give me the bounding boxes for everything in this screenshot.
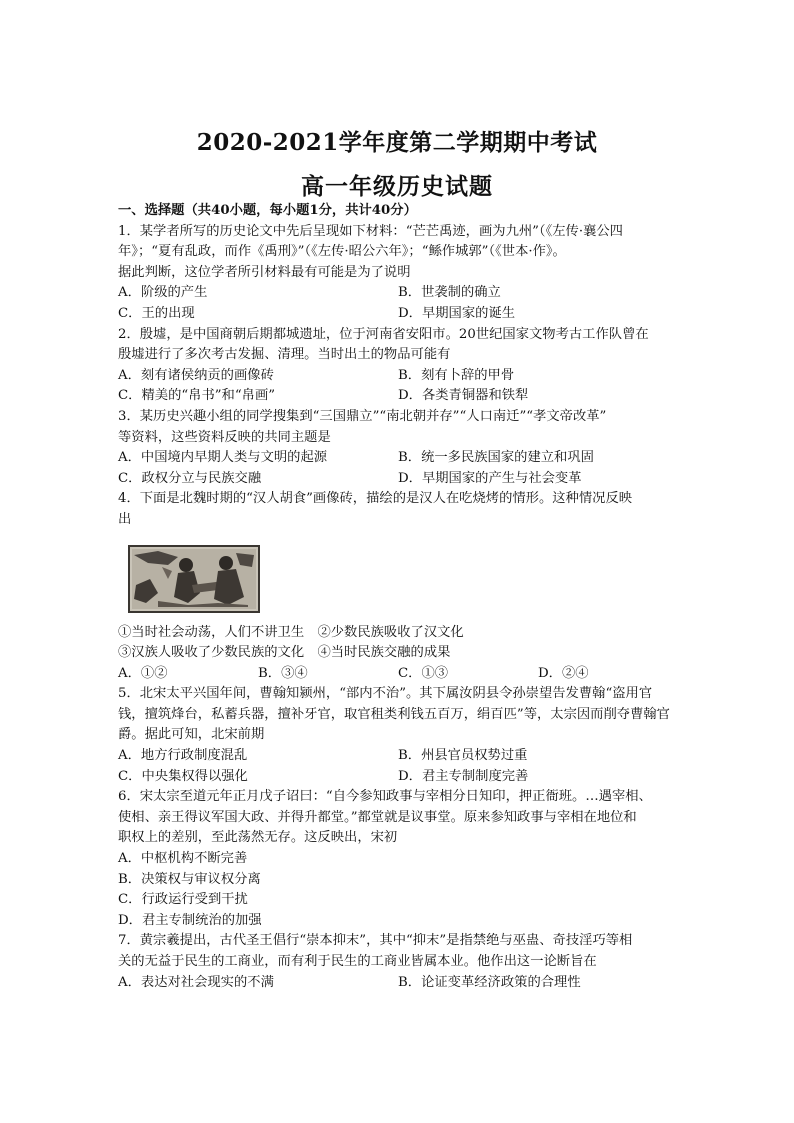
option-row <box>118 767 678 788</box>
option-c[interactable]: C．中央集权得以强化 <box>118 768 248 784</box>
option-a[interactable]: A．中枢机构不断完善 <box>118 851 248 867</box>
option-b[interactable]: B．刻有卜辞的甲骨 <box>398 367 515 383</box>
brick-relief-image <box>128 545 260 613</box>
question-4 <box>118 489 678 684</box>
option-b[interactable]: B．论证变革经济政策的合理性 <box>398 974 581 990</box>
option-row <box>118 746 678 767</box>
option-c[interactable]: C．精美的“帛书”和“帛画” <box>118 388 276 404</box>
statement-line: ①当时社会动荡，人们不讲卫生 ②少数民族吸收了汉文化 <box>118 624 464 640</box>
exam-content <box>118 201 678 993</box>
option-c[interactable]: C．①③ <box>398 665 449 681</box>
option-d[interactable]: D．君主专制统治的加强 <box>118 912 262 928</box>
option-d[interactable]: D．②④ <box>538 665 589 681</box>
question-text: 职权上的差别，至此荡然无存。这反映出，宋初 <box>118 830 398 846</box>
option-a[interactable]: A．中国境内早期人类与文明的起源 <box>118 450 328 466</box>
question-text: 爵。据此可知，北宋前期 <box>118 727 265 743</box>
option-row <box>118 386 678 407</box>
option-b[interactable]: B．统一多民族国家的建立和巩固 <box>398 450 594 466</box>
option-a[interactable]: A．刻有诸侯纳贡的画像砖 <box>118 367 274 383</box>
question-text: 出 <box>118 511 132 527</box>
option-c[interactable]: C．行政运行受到干扰 <box>118 892 248 908</box>
option-b[interactable]: B．决策权与审议权分离 <box>118 871 261 887</box>
question-text: 6．宋太宗至道元年正月戊子诏曰：“自今参知政事与宰相分日知印，押正衙班。…遇宰相、 <box>118 789 652 805</box>
question-text: 5．北宋太平兴国年间，曹翰知颍州，“部内不治”。其下属汝阴县令孙崇望告发曹翰“盗用官 <box>118 686 653 702</box>
question-text: 等资料，这些资料反映的共同主题是 <box>118 429 331 445</box>
question-1 <box>118 222 678 325</box>
option-d[interactable]: D．君主专制制度完善 <box>398 768 529 784</box>
question-6 <box>118 787 678 931</box>
question-text: 4．下面是北魏时期的“汉人胡食”画像砖，描绘的是汉人在吃烧烤的情形。这种情况反映 <box>118 491 633 507</box>
option-b[interactable]: B．世袭制的确立 <box>398 285 501 301</box>
question-text: 据此判断，这位学者所引材料最有可能是为了说明 <box>118 264 411 280</box>
question-text: 3．某历史兴趣小组的同学搜集到“三国鼎立”“南北朝并存”“人口南迁”“孝文帝改革” <box>118 408 607 424</box>
question-text: 7．黄宗羲提出，古代圣王倡行“崇本抑末”，其中“抑末”是指禁绝与巫蛊、奇技淫巧等相 <box>118 933 633 949</box>
option-c[interactable]: C．政权分立与民族交融 <box>118 470 262 486</box>
question-text: 年》；“夏有乱政，而作《禹刑》”（《左传·昭公六年》；“鲧作城郭”（《世本·作》。 <box>118 244 566 260</box>
exam-title: 2020-2021学年度第二学期期中考试 <box>196 129 598 156</box>
option-row <box>118 469 678 490</box>
option-b[interactable]: B．州县官员权势过重 <box>398 748 528 764</box>
option-d[interactable]: D．早期国家的产生与社会变革 <box>398 470 582 486</box>
question-3 <box>118 407 678 489</box>
exam-subtitle: 高一年级历史试题 <box>301 173 493 200</box>
option-row <box>118 366 678 387</box>
question-7 <box>118 931 678 993</box>
question-2 <box>118 325 678 407</box>
question-text: 2．殷墟，是中国商朝后期都城遗址，位于河南省安阳市。20世纪国家文物考古工作队曾在 <box>118 326 649 342</box>
question-5 <box>118 684 678 787</box>
question-text: 钱，擅筑烽台，私蓄兵器，擅补牙官，取官租类利钱五百万，绢百匹”等，太宗因而削夺曹翰官 <box>118 706 670 722</box>
brick-relief-picture <box>128 545 260 613</box>
question-text: 使相、亲王得议军国大政、并得升都堂。”都堂就是议事堂。原来参知政事与宰相在地位和 <box>118 809 637 825</box>
question-text: 1．某学者所写的历史论文中先后呈现如下材料：“芒芒禹迹，画为九州”（《左传·襄公四 <box>118 223 623 239</box>
question-text: 关的无益于民生的工商业，而有利于民生的工商业皆属本业。他作出这一论断旨在 <box>118 954 597 969</box>
option-a[interactable]: A．表达对社会现实的不满 <box>118 974 274 990</box>
option-a[interactable]: A．①② <box>118 665 168 681</box>
option-b[interactable]: B．③④ <box>258 665 308 681</box>
option-row <box>118 283 678 304</box>
option-row <box>118 304 678 325</box>
option-row <box>118 973 678 994</box>
question-text: 殷墟进行了多次考古发掘、清理。当时出土的物品可能有 <box>118 347 451 363</box>
option-a[interactable]: A．地方行政制度混乱 <box>118 748 248 764</box>
option-d[interactable]: D．早期国家的诞生 <box>398 305 516 321</box>
option-row <box>118 448 678 469</box>
option-c[interactable]: C．王的出现 <box>118 305 195 321</box>
option-row <box>118 664 678 685</box>
statement-line: ③汉族人吸收了少数民族的文化 ④当时民族交融的成果 <box>118 645 451 661</box>
section-heading: 一、选择题（共40小题，每小题1分，共计40分） <box>118 203 417 218</box>
option-d[interactable]: D．各类青铜器和铁犁 <box>398 388 529 404</box>
option-a[interactable]: A．阶级的产生 <box>118 285 208 301</box>
